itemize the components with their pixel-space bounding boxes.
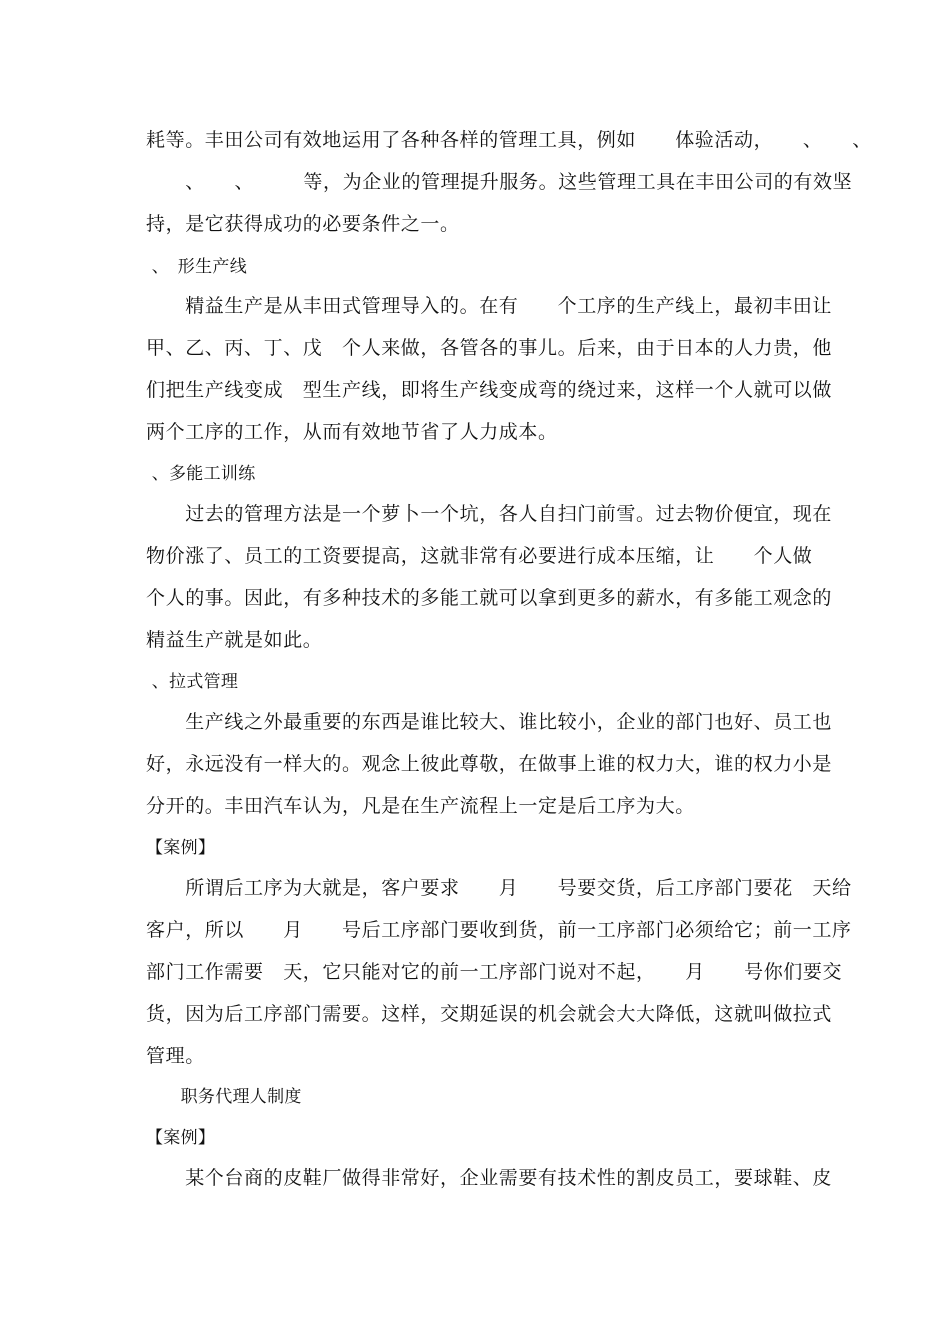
section-heading: 、多能工训练 <box>146 464 256 484</box>
paragraph-line: 部门工作需要 天，它只能对它的前一工序部门说对不起， 月 号你们要交 <box>146 961 843 983</box>
section-heading: 、拉式管理 <box>146 672 239 692</box>
paragraph-line: 、 、 等，为企业的管理提升服务。这些管理工具在丰田公司的有效坚 <box>146 171 853 193</box>
section-heading: 职务代理人制度 <box>146 1087 302 1107</box>
paragraph-line: 们把生产线变成 型生产线，即将生产线变成弯的绕过来，这样一个人就可以做 <box>146 379 833 401</box>
paragraph-line: 精益生产是从丰田式管理导入的。在有 个工序的生产线上，最初丰田让 <box>146 295 833 317</box>
paragraph-line: 两个工序的工作，从而有效地节省了人力成本。 <box>146 421 558 443</box>
case-label: 【案例】 <box>146 838 216 858</box>
paragraph-line: 所谓后工序为大就是，客户要求 月 号要交货，后工序部门要花 天给 <box>146 877 852 899</box>
paragraph-line: 客户，所以 月 号后工序部门要收到货，前一工序部门必须给它；前一工序 <box>146 919 852 941</box>
case-label: 【案例】 <box>146 1128 216 1148</box>
paragraph-line: 个人的事。因此，有多种技术的多能工就可以拿到更多的薪水，有多能工观念的 <box>146 587 833 609</box>
paragraph-line: 分开的。丰田汽车认为，凡是在生产流程上一定是后工序为大。 <box>146 795 695 817</box>
paragraph-line: 耗等。丰田公司有效地运用了各种各样的管理工具，例如 体验活动， 、 、 <box>146 129 872 151</box>
paragraph-line: 某个台商的皮鞋厂做得非常好，企业需要有技术性的割皮员工，要球鞋、皮 <box>146 1167 833 1189</box>
paragraph-line: 精益生产就是如此。 <box>146 629 323 651</box>
paragraph-line: 持，是它获得成功的必要条件之一。 <box>146 213 460 235</box>
paragraph-line: 货，因为后工序部门需要。这样，交期延误的机会就会大大降低，这就叫做拉式 <box>146 1003 833 1025</box>
paragraph-line: 物价涨了、员工的工资要提高，这就非常有必要进行成本压缩，让 个人做 <box>146 545 813 567</box>
section-heading: 、 形生产线 <box>146 257 248 277</box>
paragraph-line: 好，永远没有一样大的。观念上彼此尊敬，在做事上谁的权力大，谁的权力小是 <box>146 753 833 775</box>
paragraph-line: 过去的管理方法是一个萝卜一个坑，各人自扫门前雪。过去物价便宜，现在 <box>146 503 833 525</box>
paragraph-line: 管理。 <box>146 1045 205 1067</box>
paragraph-line: 生产线之外最重要的东西是谁比较大、谁比较小，企业的部门也好、员工也 <box>146 711 833 733</box>
paragraph-line: 甲、乙、丙、丁、戊 个人来做，各管各的事儿。后来，由于日本的人力贵，他 <box>146 337 833 359</box>
